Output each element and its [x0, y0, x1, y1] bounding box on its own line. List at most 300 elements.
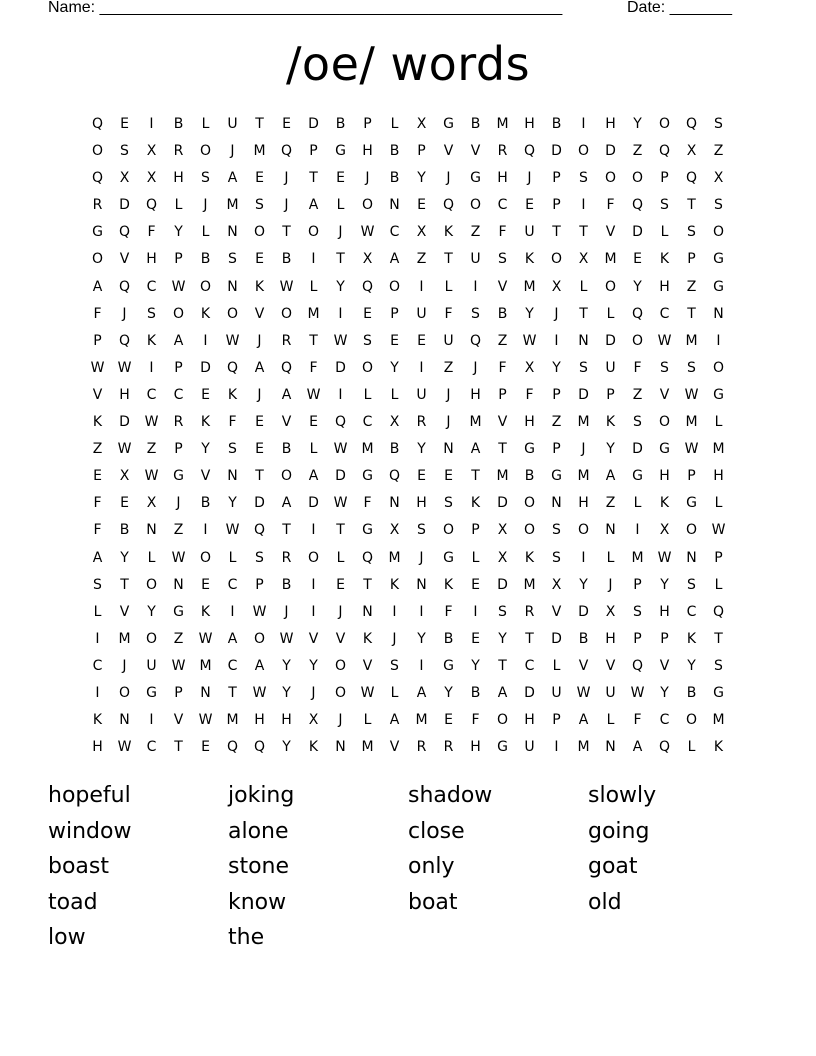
grid-letter: P: [606, 386, 615, 403]
grid-letter: C: [146, 278, 157, 295]
grid-letter: H: [92, 739, 103, 756]
grid-letter: O: [685, 712, 698, 729]
grid-letter: Q: [253, 739, 266, 756]
grid-letter: T: [471, 468, 480, 485]
grid-row: [84, 114, 732, 141]
grid-letter: P: [714, 549, 723, 566]
grid-letter: Q: [685, 170, 698, 187]
grid-letter: G: [443, 549, 454, 566]
grid-letter: A: [254, 359, 265, 376]
grid-letter: B: [470, 116, 481, 132]
grid-letter: O: [577, 143, 590, 160]
grid-letter: L: [228, 549, 237, 566]
grid-letter: D: [200, 359, 211, 376]
grid-letter: W: [117, 441, 132, 458]
grid-letter: V: [119, 251, 130, 268]
grid-letter: B: [578, 630, 589, 647]
grid-letter: I: [716, 332, 721, 349]
grid-letter: X: [686, 143, 697, 160]
grid-letter: A: [308, 468, 319, 485]
grid-letter: G: [524, 441, 535, 458]
grid-letter: Q: [280, 143, 293, 160]
grid-letter: B: [470, 684, 481, 701]
grid-letter: N: [416, 576, 427, 593]
grid-letter: W: [333, 441, 348, 458]
grid-letter: G: [173, 468, 184, 485]
grid-letter: Z: [632, 386, 643, 403]
grid-letter: Y: [417, 170, 426, 187]
grid-letter: Y: [147, 603, 156, 620]
grid-letter: S: [390, 657, 399, 674]
grid-letter: S: [201, 170, 210, 187]
grid-letter: T: [552, 224, 561, 241]
grid-letter: S: [714, 197, 723, 214]
grid-letter: Z: [416, 251, 427, 268]
grid-letter: G: [443, 657, 454, 674]
grid-letter: O: [226, 305, 239, 322]
grid-letter: P: [660, 630, 669, 647]
grid-letter: G: [659, 441, 670, 458]
grid-letter: W: [279, 630, 294, 647]
grid-letter: K: [389, 576, 400, 593]
grid-letter: J: [338, 224, 343, 241]
grid-letter: H: [659, 603, 670, 620]
grid-letter: O: [685, 522, 698, 539]
grid-letter: K: [227, 386, 238, 403]
grid-letter: M: [712, 712, 725, 729]
grid-letter: O: [253, 630, 266, 647]
grid-letter: H: [659, 468, 670, 485]
letter-grid: [84, 114, 732, 764]
grid-letter: R: [497, 143, 508, 160]
grid-letter: A: [254, 657, 265, 674]
grid-letter: O: [523, 495, 536, 512]
grid-row: [84, 195, 732, 222]
grid-letter: O: [334, 657, 347, 674]
grid-letter: I: [230, 603, 235, 620]
grid-letter: S: [714, 657, 723, 674]
grid-letter: G: [443, 116, 454, 132]
grid-letter: D: [578, 386, 589, 403]
grid-letter: V: [578, 657, 589, 674]
grid-letter: U: [605, 684, 616, 701]
grid-letter: L: [579, 278, 588, 295]
grid-letter: J: [554, 305, 559, 322]
grid-letter: T: [336, 251, 345, 268]
grid-row: [84, 466, 732, 493]
grid-letter: S: [93, 576, 102, 593]
grid-row: [84, 141, 732, 168]
grid-letter: O: [442, 522, 455, 539]
grid-letter: Q: [631, 305, 644, 322]
grid-letter: W: [711, 522, 726, 539]
grid-letter: B: [200, 251, 211, 268]
grid-letter: W: [171, 549, 186, 566]
grid-letter: H: [146, 251, 157, 268]
grid-letter: G: [551, 468, 562, 485]
grid-letter: D: [632, 224, 643, 241]
grid-letter: E: [255, 251, 264, 268]
grid-letter: T: [282, 224, 291, 241]
grid-letter: X: [605, 603, 616, 620]
grid-letter: W: [198, 630, 213, 647]
grid-letter: L: [714, 495, 723, 512]
grid-letter: N: [389, 197, 400, 214]
grid-letter: W: [522, 332, 537, 349]
grid-letter: G: [470, 170, 481, 187]
grid-letter: S: [417, 522, 426, 539]
grid-letter: P: [660, 170, 669, 187]
grid-letter: S: [579, 359, 588, 376]
grid-letter: E: [444, 712, 453, 729]
grid-letter: P: [633, 576, 642, 593]
grid-letter: O: [712, 224, 725, 241]
grid-letter: J: [527, 170, 532, 187]
grid-letter: W: [360, 224, 375, 241]
grid-letter: Y: [633, 116, 642, 132]
grid-letter: M: [577, 468, 590, 485]
grid-letter: N: [605, 739, 616, 756]
grid-letter: H: [524, 116, 535, 132]
grid-letter: H: [119, 386, 130, 403]
grid-letter: F: [309, 359, 318, 376]
grid-letter: V: [200, 468, 211, 485]
grid-letter: Y: [390, 359, 399, 376]
grid-letter: T: [714, 630, 723, 647]
grid-letter: M: [307, 305, 320, 322]
word-bank-item: old: [588, 889, 622, 915]
grid-letter: E: [120, 495, 129, 512]
grid-letter: A: [578, 712, 589, 729]
grid-letter: O: [91, 251, 104, 268]
grid-letter: N: [713, 305, 724, 322]
grid-letter: V: [605, 657, 616, 674]
grid-letter: P: [417, 143, 426, 160]
grid-letter: E: [633, 251, 642, 268]
grid-letter: L: [606, 305, 615, 322]
grid-letter: V: [605, 224, 616, 241]
grid-letter: P: [552, 386, 561, 403]
grid-letter: B: [119, 522, 130, 539]
grid-letter: F: [471, 712, 480, 729]
grid-letter: V: [335, 630, 346, 647]
grid-letter: J: [284, 170, 289, 187]
grid-letter: E: [309, 414, 318, 431]
grid-letter: K: [524, 251, 535, 268]
grid-letter: D: [254, 495, 265, 512]
grid-letter: Y: [282, 739, 291, 756]
grid-letter: C: [389, 224, 400, 241]
page-title: /oe/ words: [285, 37, 531, 91]
grid-letter: F: [147, 224, 156, 241]
grid-letter: V: [497, 278, 508, 295]
grid-letter: L: [552, 657, 561, 674]
grid-letter: Q: [469, 332, 482, 349]
grid-letter: I: [581, 197, 586, 214]
grid-letter: S: [660, 359, 669, 376]
grid-letter: T: [498, 441, 507, 458]
grid-letter: V: [443, 143, 454, 160]
grid-letter: F: [444, 305, 453, 322]
grid-letter: S: [228, 441, 237, 458]
grid-letter: O: [91, 143, 104, 160]
word-bank-item: toad: [48, 889, 98, 915]
grid-letter: R: [416, 414, 427, 431]
grid-letter: N: [686, 549, 697, 566]
grid-letter: O: [523, 522, 536, 539]
grid-letter: L: [363, 712, 372, 729]
grid-letter: W: [657, 332, 672, 349]
grid-letter: C: [497, 197, 508, 214]
grid-letter: K: [443, 224, 454, 241]
grid-letter: J: [257, 386, 262, 403]
grid-letter: W: [333, 495, 348, 512]
grid-letter: V: [119, 603, 130, 620]
grid-letter: O: [658, 116, 671, 132]
grid-letter: L: [444, 278, 453, 295]
grid-letter: M: [712, 441, 725, 458]
grid-letter: O: [145, 576, 158, 593]
grid-letter: J: [473, 359, 478, 376]
grid-letter: Q: [658, 143, 671, 160]
grid-letter: Y: [282, 684, 291, 701]
grid-letter: F: [93, 522, 102, 539]
grid-letter: V: [173, 712, 184, 729]
grid-letter: L: [714, 414, 723, 431]
grid-row: [84, 575, 732, 602]
word-bank-item: only: [408, 854, 455, 879]
grid-letter: K: [200, 305, 211, 322]
grid-letter: Q: [280, 359, 293, 376]
word-bank: [48, 780, 768, 958]
grid-letter: S: [363, 332, 372, 349]
grid-letter: E: [201, 576, 210, 593]
grid-letter: J: [257, 332, 262, 349]
grid-letter: T: [687, 305, 696, 322]
grid-letter: S: [498, 603, 507, 620]
grid-letter: N: [605, 522, 616, 539]
grid-row: [84, 385, 732, 412]
grid-letter: O: [550, 251, 563, 268]
grid-letter: S: [687, 576, 696, 593]
grid-letter: L: [687, 739, 696, 756]
grid-letter: O: [469, 197, 482, 214]
grid-letter: Q: [442, 197, 455, 214]
grid-letter: V: [551, 603, 562, 620]
grid-letter: M: [226, 712, 239, 729]
grid-letter: H: [524, 414, 535, 431]
grid-letter: Z: [632, 143, 643, 160]
grid-letter: Z: [173, 630, 184, 647]
grid-letter: N: [362, 603, 373, 620]
grid-letter: U: [551, 684, 562, 701]
grid-letter: Z: [443, 359, 454, 376]
grid-letter: K: [254, 278, 265, 295]
grid-letter: K: [362, 630, 373, 647]
grid-letter: M: [388, 549, 401, 566]
grid-letter: X: [119, 468, 130, 485]
grid-letter: K: [308, 739, 319, 756]
grid-letter: K: [200, 603, 211, 620]
grid-letter: A: [416, 684, 427, 701]
grid-letter: C: [227, 657, 238, 674]
grid-row: [84, 168, 732, 195]
grid-letter: F: [363, 495, 372, 512]
grid-letter: E: [201, 739, 210, 756]
grid-letter: E: [471, 630, 480, 647]
grid-letter: H: [470, 739, 481, 756]
grid-letter: L: [336, 549, 345, 566]
grid-letter: R: [281, 332, 292, 349]
grid-letter: Y: [174, 224, 183, 241]
word-bank-item: shadow: [408, 783, 493, 808]
grid-letter: B: [524, 468, 535, 485]
grid-letter: O: [604, 170, 617, 187]
grid-letter: M: [496, 116, 509, 132]
grid-row: [84, 520, 732, 547]
grid-letter: A: [227, 630, 238, 647]
grid-letter: B: [389, 170, 400, 187]
grid-letter: Y: [120, 549, 129, 566]
grid-letter: L: [147, 549, 156, 566]
grid-letter: B: [443, 630, 454, 647]
grid-letter: Z: [605, 495, 616, 512]
grid-letter: Y: [552, 359, 561, 376]
grid-letter: D: [524, 684, 535, 701]
grid-letter: S: [255, 549, 264, 566]
grid-letter: K: [470, 495, 481, 512]
grid-letter: J: [203, 197, 208, 214]
grid-letter: H: [497, 170, 508, 187]
grid-letter: B: [497, 305, 508, 322]
grid-letter: X: [416, 224, 427, 241]
grid-letter: S: [552, 522, 561, 539]
grid-letter: Z: [470, 224, 481, 241]
grid-letter: F: [498, 224, 507, 241]
grid-letter: E: [444, 468, 453, 485]
grid-letter: H: [605, 116, 616, 132]
grid-letter: E: [471, 576, 480, 593]
grid-letter: G: [713, 251, 724, 268]
grid-letter: K: [92, 712, 103, 729]
grid-letter: X: [146, 170, 157, 187]
grid-letter: E: [255, 414, 264, 431]
grid-letter: A: [308, 197, 319, 214]
grid-letter: L: [714, 576, 723, 593]
grid-letter: S: [498, 251, 507, 268]
grid-letter: P: [390, 305, 399, 322]
grid-letter: B: [551, 116, 562, 132]
grid-letter: D: [551, 630, 562, 647]
grid-letter: T: [336, 522, 345, 539]
grid-row: [84, 249, 732, 276]
grid-letter: T: [687, 197, 696, 214]
grid-letter: Q: [253, 522, 266, 539]
grid-letter: T: [498, 657, 507, 674]
grid-letter: Y: [417, 630, 426, 647]
grid-letter: H: [173, 170, 184, 187]
grid-letter: M: [685, 332, 698, 349]
name-field-label: Name: ____________________________________________________: [48, 0, 563, 16]
grid-letter: S: [552, 549, 561, 566]
grid-letter: J: [176, 495, 181, 512]
grid-letter: P: [93, 332, 102, 349]
grid-letter: H: [605, 630, 616, 647]
grid-letter: H: [281, 712, 292, 729]
grid-letter: Y: [228, 495, 237, 512]
grid-letter: I: [581, 116, 586, 132]
grid-letter: N: [119, 712, 130, 729]
grid-row: [84, 331, 732, 358]
grid-letter: T: [309, 170, 318, 187]
grid-letter: G: [92, 224, 103, 241]
grid-letter: I: [149, 359, 154, 376]
grid-letter: P: [471, 522, 480, 539]
grid-letter: U: [443, 332, 454, 349]
grid-letter: W: [117, 739, 132, 756]
grid-letter: G: [335, 143, 346, 160]
grid-letter: A: [497, 684, 508, 701]
grid-letter: Y: [282, 657, 291, 674]
grid-letter: M: [199, 657, 212, 674]
grid-letter: S: [633, 603, 642, 620]
grid-letter: K: [713, 739, 724, 756]
grid-letter: Z: [173, 522, 184, 539]
grid-letter: E: [417, 468, 426, 485]
grid-letter: I: [554, 739, 559, 756]
grid-letter: I: [311, 522, 316, 539]
grid-letter: Q: [118, 332, 131, 349]
grid-letter: A: [632, 739, 643, 756]
grid-letter: I: [419, 657, 424, 674]
grid-letter: S: [579, 170, 588, 187]
grid-letter: T: [228, 684, 237, 701]
grid-letter: M: [361, 441, 374, 458]
grid-letter: K: [200, 414, 211, 431]
grid-letter: V: [92, 386, 103, 403]
grid-letter: R: [281, 549, 292, 566]
word-bank-item: going: [588, 818, 650, 844]
grid-letter: K: [659, 251, 670, 268]
grid-letter: Y: [336, 278, 345, 295]
grid-letter: Y: [660, 684, 669, 701]
grid-letter: W: [90, 359, 105, 376]
grid-letter: G: [146, 684, 157, 701]
grid-letter: G: [362, 522, 373, 539]
grid-letter: T: [363, 576, 372, 593]
grid-letter: C: [146, 739, 157, 756]
grid-letter: J: [230, 143, 235, 160]
grid-letter: X: [497, 522, 508, 539]
grid-letter: U: [416, 386, 427, 403]
grid-row: [84, 358, 732, 385]
grid-letter: Z: [146, 441, 157, 458]
grid-letter: C: [227, 576, 238, 593]
date-field-label: Date: _______: [627, 0, 732, 16]
grid-letter: I: [149, 712, 154, 729]
grid-letter: E: [390, 332, 399, 349]
grid-row: [84, 629, 732, 656]
grid-letter: O: [307, 549, 320, 566]
grid-letter: I: [635, 522, 640, 539]
grid-letter: O: [631, 170, 644, 187]
grid-letter: S: [714, 116, 723, 132]
grid-letter: C: [686, 603, 697, 620]
grid-letter: W: [684, 386, 699, 403]
grid-letter: F: [606, 197, 615, 214]
word-bank-item: window: [48, 818, 132, 844]
grid-letter: O: [604, 278, 617, 295]
